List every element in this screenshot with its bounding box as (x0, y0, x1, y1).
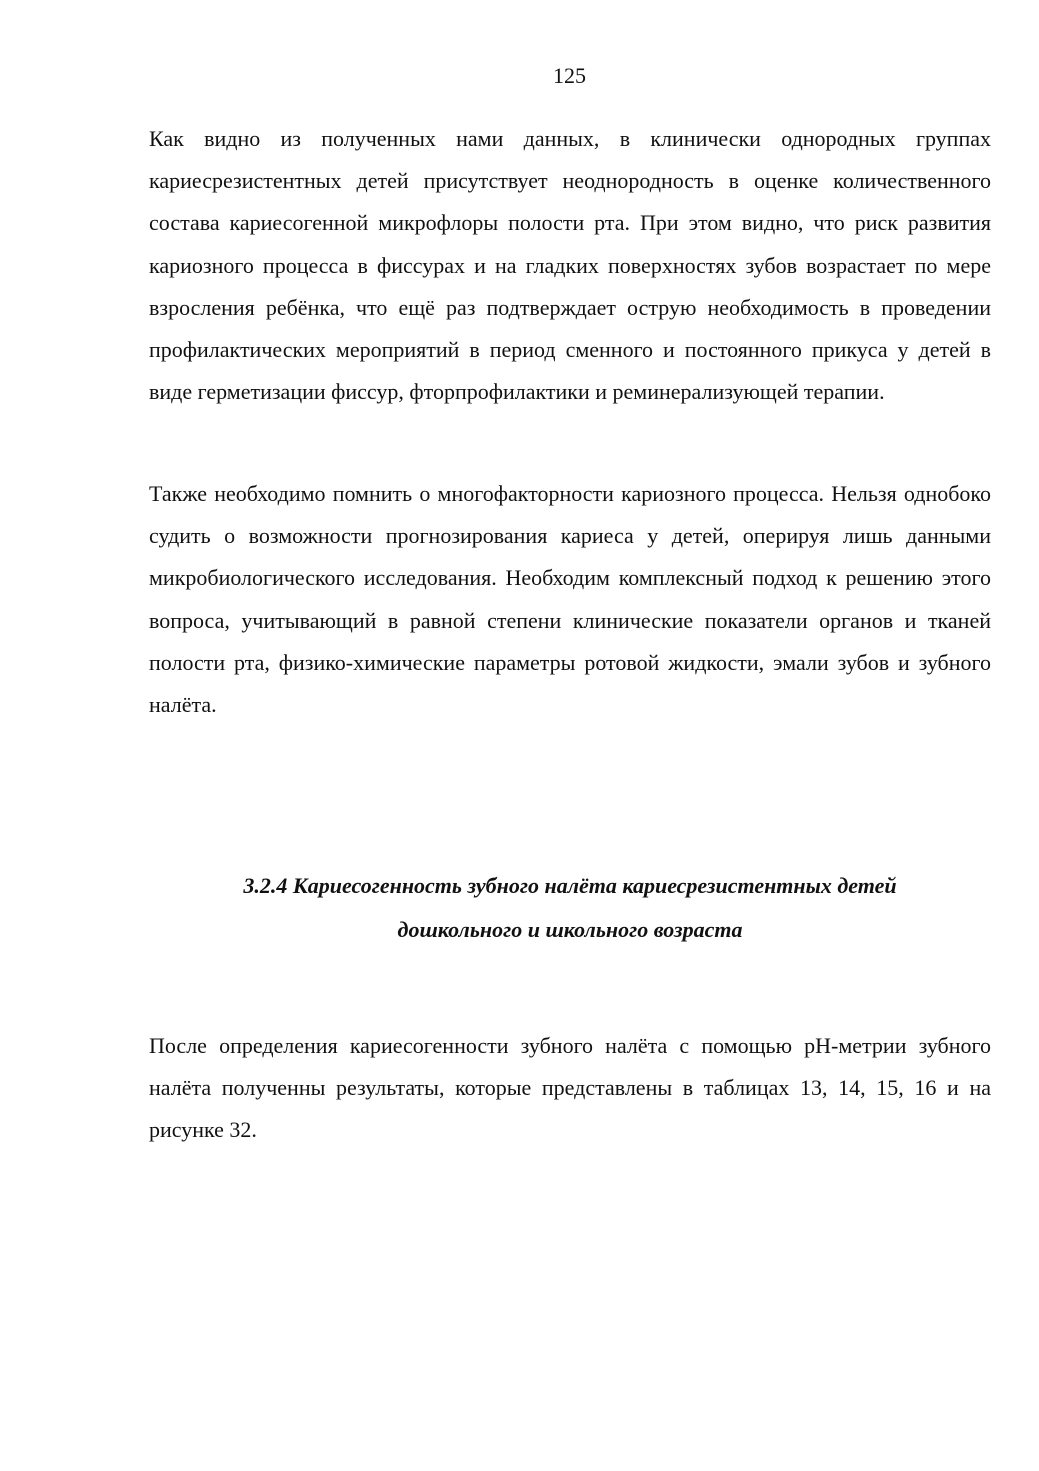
paragraph-caries-microflora: Как видно из полученных нами данных, в клинически однородных группах кариесрезистентных детей присутствует неоднородность в оценке количественного состава кариесогенной микрофлоры полости рта. При этом видно, что риск развития кариозного процесса в фиссурах и на гладких поверхностях зубов возрастает по мере взросления ребёнка, что ещё раз подтверждает острую необходимость в проведении профилактических мероприятий в период сменного и постоянного прикуса у детей в виде герметизации фиссур, фторпрофилактики и реминерализующей терапии. (149, 126, 991, 405)
section-heading-line-2: дошкольного и школьного возраста (397, 917, 743, 942)
section-heading (149, 864, 991, 952)
section-heading-line-1: 3.2.4 Кариесогенность зубного налёта кариесрезистентных детей (243, 873, 897, 898)
page-number: 125 (553, 63, 586, 88)
paragraph-ph-metry: После определения кариесогенности зубного налёта с помощью pH-метрии зубного налёта полученны результаты, которые представлены в таблицах 13, 14, 15, 16 и на рисунке 32. (149, 1033, 991, 1143)
paragraph-multifactor: Также необходимо помнить о многофакторности кариозного процесса. Нельзя однобоко судить о возможности прогнозирования кариеса у детей, оперируя лишь данными микробиологического исследования. Необходим комплексный подход к решению этого вопроса, учитывающий в равной степени клинические показатели органов и тканей полости рта, физико-химические параметры ротовой жидкости, эмали зубов и зубного налёта. (149, 481, 991, 718)
